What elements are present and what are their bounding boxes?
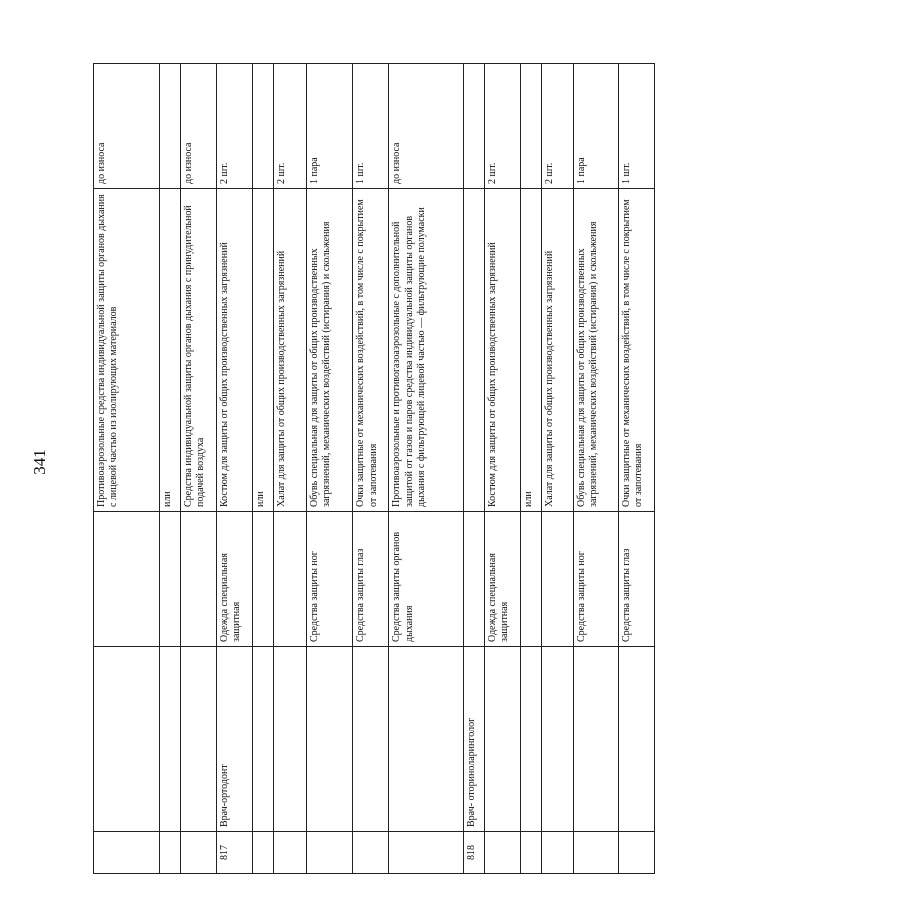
category-cell <box>541 512 573 647</box>
item-cell: Костюм для защиты от общих производственных загрязнений <box>484 189 520 512</box>
table-row <box>353 64 389 874</box>
item-cell: Противоаэрозольные средства индивидуальной защиты органов дыхания с лицевой частью из изолирующих материалов <box>94 189 160 512</box>
table-row <box>306 64 352 874</box>
profession-cell <box>618 647 654 832</box>
norm-cell: 1 пара <box>306 64 352 189</box>
row-number-cell <box>160 832 181 874</box>
row-number-cell <box>618 832 654 874</box>
item-cell: Костюм для защиты от общих производственных загрязнений <box>216 189 252 512</box>
table-row <box>463 64 484 874</box>
row-number-cell <box>389 832 464 874</box>
norm-cell: до износа <box>181 64 217 189</box>
profession-cell <box>160 647 181 832</box>
norm-cell <box>160 64 181 189</box>
item-cell <box>463 189 484 512</box>
table-row <box>389 64 464 874</box>
table-row <box>573 64 618 874</box>
row-number-cell <box>252 832 273 874</box>
norm-cell: 1 шт. <box>353 64 389 189</box>
row-number-cell <box>94 832 160 874</box>
table-row <box>484 64 520 874</box>
table-row <box>94 64 160 874</box>
profession-cell <box>573 647 618 832</box>
profession-cell <box>306 647 352 832</box>
row-number-cell: 818 <box>463 832 484 874</box>
ppe-norms-table <box>93 63 655 874</box>
table-row <box>181 64 217 874</box>
rotated-table-wrapper <box>93 142 903 874</box>
row-number-cell: 817 <box>216 832 252 874</box>
profession-cell <box>353 647 389 832</box>
profession-cell <box>252 647 273 832</box>
category-cell <box>463 512 484 647</box>
row-number-cell <box>541 832 573 874</box>
row-number-cell <box>573 832 618 874</box>
profession-cell <box>484 647 520 832</box>
profession-cell <box>94 647 160 832</box>
norm-cell <box>252 64 273 189</box>
norm-cell: 1 шт. <box>618 64 654 189</box>
profession-cell <box>273 647 306 832</box>
table-row <box>520 64 541 874</box>
category-cell: Одежда специальная защитная <box>216 512 252 647</box>
norm-cell: до износа <box>94 64 160 189</box>
row-number-cell <box>181 832 217 874</box>
category-cell <box>520 512 541 647</box>
table-row <box>160 64 181 874</box>
norm-cell <box>463 64 484 189</box>
profession-cell <box>181 647 217 832</box>
table-row <box>252 64 273 874</box>
norm-cell: 2 шт. <box>216 64 252 189</box>
item-cell: Средства индивидуальной защиты органов дыхания с принудительной подачей воздуха <box>181 189 217 512</box>
norm-cell: 1 пара <box>573 64 618 189</box>
item-cell: Обувь специальная для защиты от общих производственных загрязнений, механических воздействий (истирания) и скольжения <box>306 189 352 512</box>
row-number-cell <box>306 832 352 874</box>
profession-cell <box>520 647 541 832</box>
category-cell: Средства защиты ног <box>573 512 618 647</box>
item-cell: или <box>160 189 181 512</box>
category-cell <box>160 512 181 647</box>
category-cell: Средства защиты органов дыхания <box>389 512 464 647</box>
category-cell <box>252 512 273 647</box>
table-row <box>618 64 654 874</box>
norm-cell <box>520 64 541 189</box>
item-cell: Противоаэрозольные и противогазоаэрозольные с дополнительной защитой от газов и паров средства индивидуальной защиты органов дыхания с фильтрующей лицевой частью — фильтрующие полумаски <box>389 189 464 512</box>
norm-cell: 2 шт. <box>273 64 306 189</box>
item-cell: Халат для защиты от общих производственных загрязнений <box>273 189 306 512</box>
category-cell: Средства защиты глаз <box>353 512 389 647</box>
profession-cell <box>541 647 573 832</box>
profession-cell: Врач-ортодонт <box>216 647 252 832</box>
category-cell <box>181 512 217 647</box>
item-cell: Обувь специальная для защиты от общих производственных загрязнений, механических воздействий (истирания) и скольжения <box>573 189 618 512</box>
item-cell: Очки защитные от механических воздействий, в том числе с покрытием от запотевания <box>618 189 654 512</box>
norm-cell: 2 шт. <box>541 64 573 189</box>
item-cell: или <box>252 189 273 512</box>
norm-cell: до износа <box>389 64 464 189</box>
category-cell <box>94 512 160 647</box>
item-cell: Очки защитные от механических воздействий, в том числе с покрытием от запотевания <box>353 189 389 512</box>
row-number-cell <box>273 832 306 874</box>
item-cell: Халат для защиты от общих производственных загрязнений <box>541 189 573 512</box>
table-row <box>541 64 573 874</box>
profession-cell: Врач- оториноларинголог <box>463 647 484 832</box>
row-number-cell <box>520 832 541 874</box>
table-row <box>273 64 306 874</box>
category-cell <box>273 512 306 647</box>
page-number: 341 <box>30 449 49 475</box>
norm-cell: 2 шт. <box>484 64 520 189</box>
category-cell: Средства защиты ног <box>306 512 352 647</box>
row-number-cell <box>484 832 520 874</box>
row-number-cell <box>353 832 389 874</box>
table-row <box>216 64 252 874</box>
item-cell: или <box>520 189 541 512</box>
category-cell: Одежда специальная защитная <box>484 512 520 647</box>
category-cell: Средства защиты глаз <box>618 512 654 647</box>
profession-cell <box>389 647 464 832</box>
